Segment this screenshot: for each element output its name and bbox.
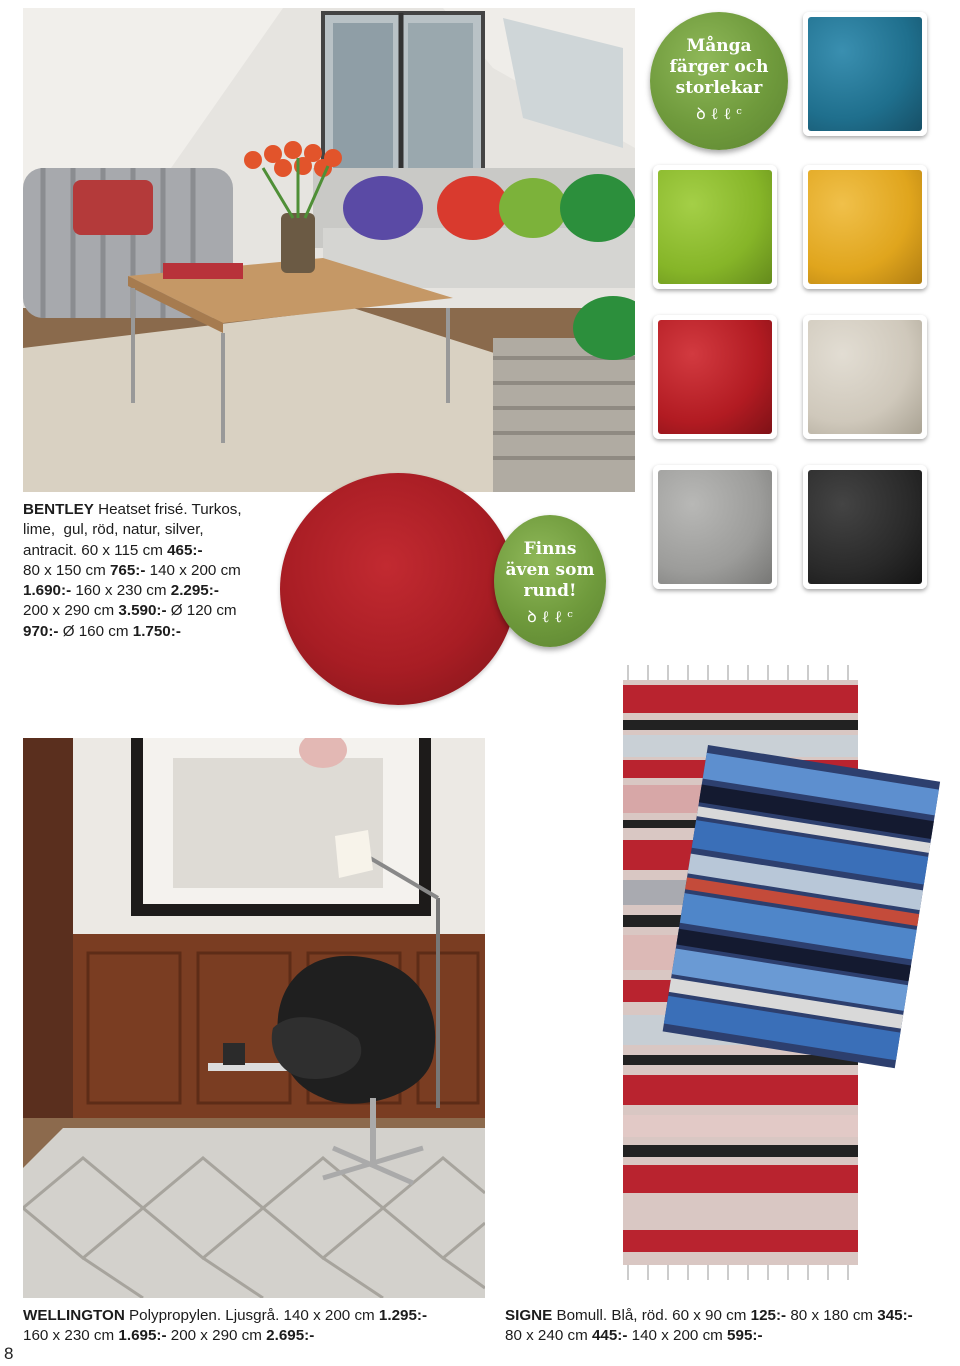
bentley-text-4c: 140 x 200 cm: [145, 561, 241, 579]
signe-rugs-illustration: [613, 660, 953, 1285]
signe-text-1a: Bomull. Blå, röd. 60 x 90 cm: [552, 1307, 751, 1324]
bentley-name: BENTLEY: [23, 501, 94, 518]
round-badge-line3: rund!: [523, 581, 577, 601]
signe-text-1c: 80 x 180 cm: [786, 1307, 878, 1324]
bentley-line-2: [23, 520, 283, 540]
swatch-gul-fill: [808, 170, 922, 284]
swatch-rod-fill: [658, 320, 772, 434]
bentley-description: [23, 500, 283, 642]
bentley-text-5b: 160 x 230 cm: [71, 582, 171, 600]
blue-rag-rug: [663, 745, 940, 1068]
wellington-price-1695: 1.695:-: [118, 1327, 167, 1345]
swatch-silver: [653, 465, 777, 589]
wellington-line-2: [23, 1326, 493, 1346]
swatch-rod: [653, 315, 777, 439]
bentley-text-6c: Ø 120 cm: [166, 602, 237, 620]
swatch-lime-fill: [658, 170, 772, 284]
living-room-illustration: [23, 8, 635, 492]
wellington-price-2695: 2.695:-: [266, 1327, 315, 1345]
signe-text-2c: 140 x 200 cm: [627, 1327, 728, 1345]
swatch-turkos-fill: [808, 17, 922, 131]
swatch-natur-fill: [808, 320, 922, 434]
bentley-price-765: 765:-: [109, 561, 146, 579]
bentley-line-6: [23, 601, 283, 621]
round-badge-ornament: ꝺ ℓ ℓ ᶜ: [527, 607, 573, 626]
swatch-silver-fill: [658, 470, 772, 584]
signe-line-2: [505, 1326, 955, 1346]
wellington-name: WELLINGTON: [23, 1307, 125, 1324]
swatch-antracit: [803, 465, 927, 589]
swan-chair-illustration: [23, 738, 485, 1298]
wellington-text-2c: 200 x 290 cm: [166, 1327, 267, 1345]
bentley-line-1: [23, 500, 283, 520]
bentley-text-4a: 80 x 150 cm: [23, 561, 110, 579]
wellington-text-2a: 160 x 230 cm: [23, 1327, 119, 1345]
bentley-text-2: lime, gul, röd, natur, silver,: [23, 521, 204, 539]
bentley-text-6a: 200 x 290 cm: [23, 602, 119, 620]
wellington-line-1: [23, 1306, 493, 1326]
bentley-line-7: [23, 622, 283, 642]
signe-rugs-photo: [613, 660, 953, 1285]
swatch-lime: [653, 165, 777, 289]
round-badge: [494, 515, 606, 647]
signe-price-445: 445:-: [591, 1327, 628, 1345]
wellington-price-1295: 1.295:-: [378, 1307, 428, 1324]
signe-price-125: 125:-: [750, 1307, 787, 1324]
colors-badge-line3: storlekar: [675, 78, 763, 98]
living-room-photo: [23, 8, 635, 492]
bentley-line-3: [23, 541, 283, 561]
colors-badge-ornament: ꝺ ℓ ℓ ᶜ: [696, 104, 742, 123]
bentley-price-1690: 1.690:-: [23, 582, 72, 600]
round-badge-line1: Finns: [523, 539, 577, 559]
page-number: 8: [4, 1344, 14, 1363]
signe-text-2a: 80 x 240 cm: [505, 1327, 592, 1345]
bentley-line-4: [23, 561, 283, 581]
signe-name: SIGNE: [505, 1307, 553, 1324]
colors-badge-line2: färger och: [669, 57, 769, 77]
bentley-price-2295: 2.295:-: [170, 582, 219, 600]
swatch-gul: [803, 165, 927, 289]
wellington-description: [23, 1306, 493, 1347]
bentley-text-1: Heatset frisé. Turkos,: [93, 501, 242, 518]
bentley-price-1750: 1.750:-: [132, 622, 181, 640]
round-badge-line2: även som: [505, 560, 595, 580]
colors-badge-line1: Många: [686, 36, 752, 56]
bentley-line-5: [23, 581, 283, 601]
bentley-price-970: 970:-: [23, 622, 59, 640]
swatch-turkos: [803, 12, 927, 136]
colors-badge: [650, 12, 788, 150]
bentley-price-3590: 3.590:-: [118, 602, 167, 620]
swatch-natur: [803, 315, 927, 439]
swan-chair-photo: [23, 738, 485, 1298]
round-rug-photo: [280, 473, 516, 705]
signe-description: [505, 1306, 955, 1347]
bentley-text-7b: Ø 160 cm: [58, 622, 133, 640]
bentley-text-3a: antracit. 60 x 115 cm: [23, 541, 168, 559]
bentley-price-465: 465:-: [167, 541, 203, 559]
signe-price-595: 595:-: [727, 1327, 763, 1345]
signe-line-1: [505, 1306, 955, 1326]
swatch-antracit-fill: [808, 470, 922, 584]
signe-price-345: 345:-: [877, 1307, 913, 1324]
wellington-text-1a: Polypropylen. Ljusgrå. 140 x 200 cm: [124, 1307, 379, 1324]
